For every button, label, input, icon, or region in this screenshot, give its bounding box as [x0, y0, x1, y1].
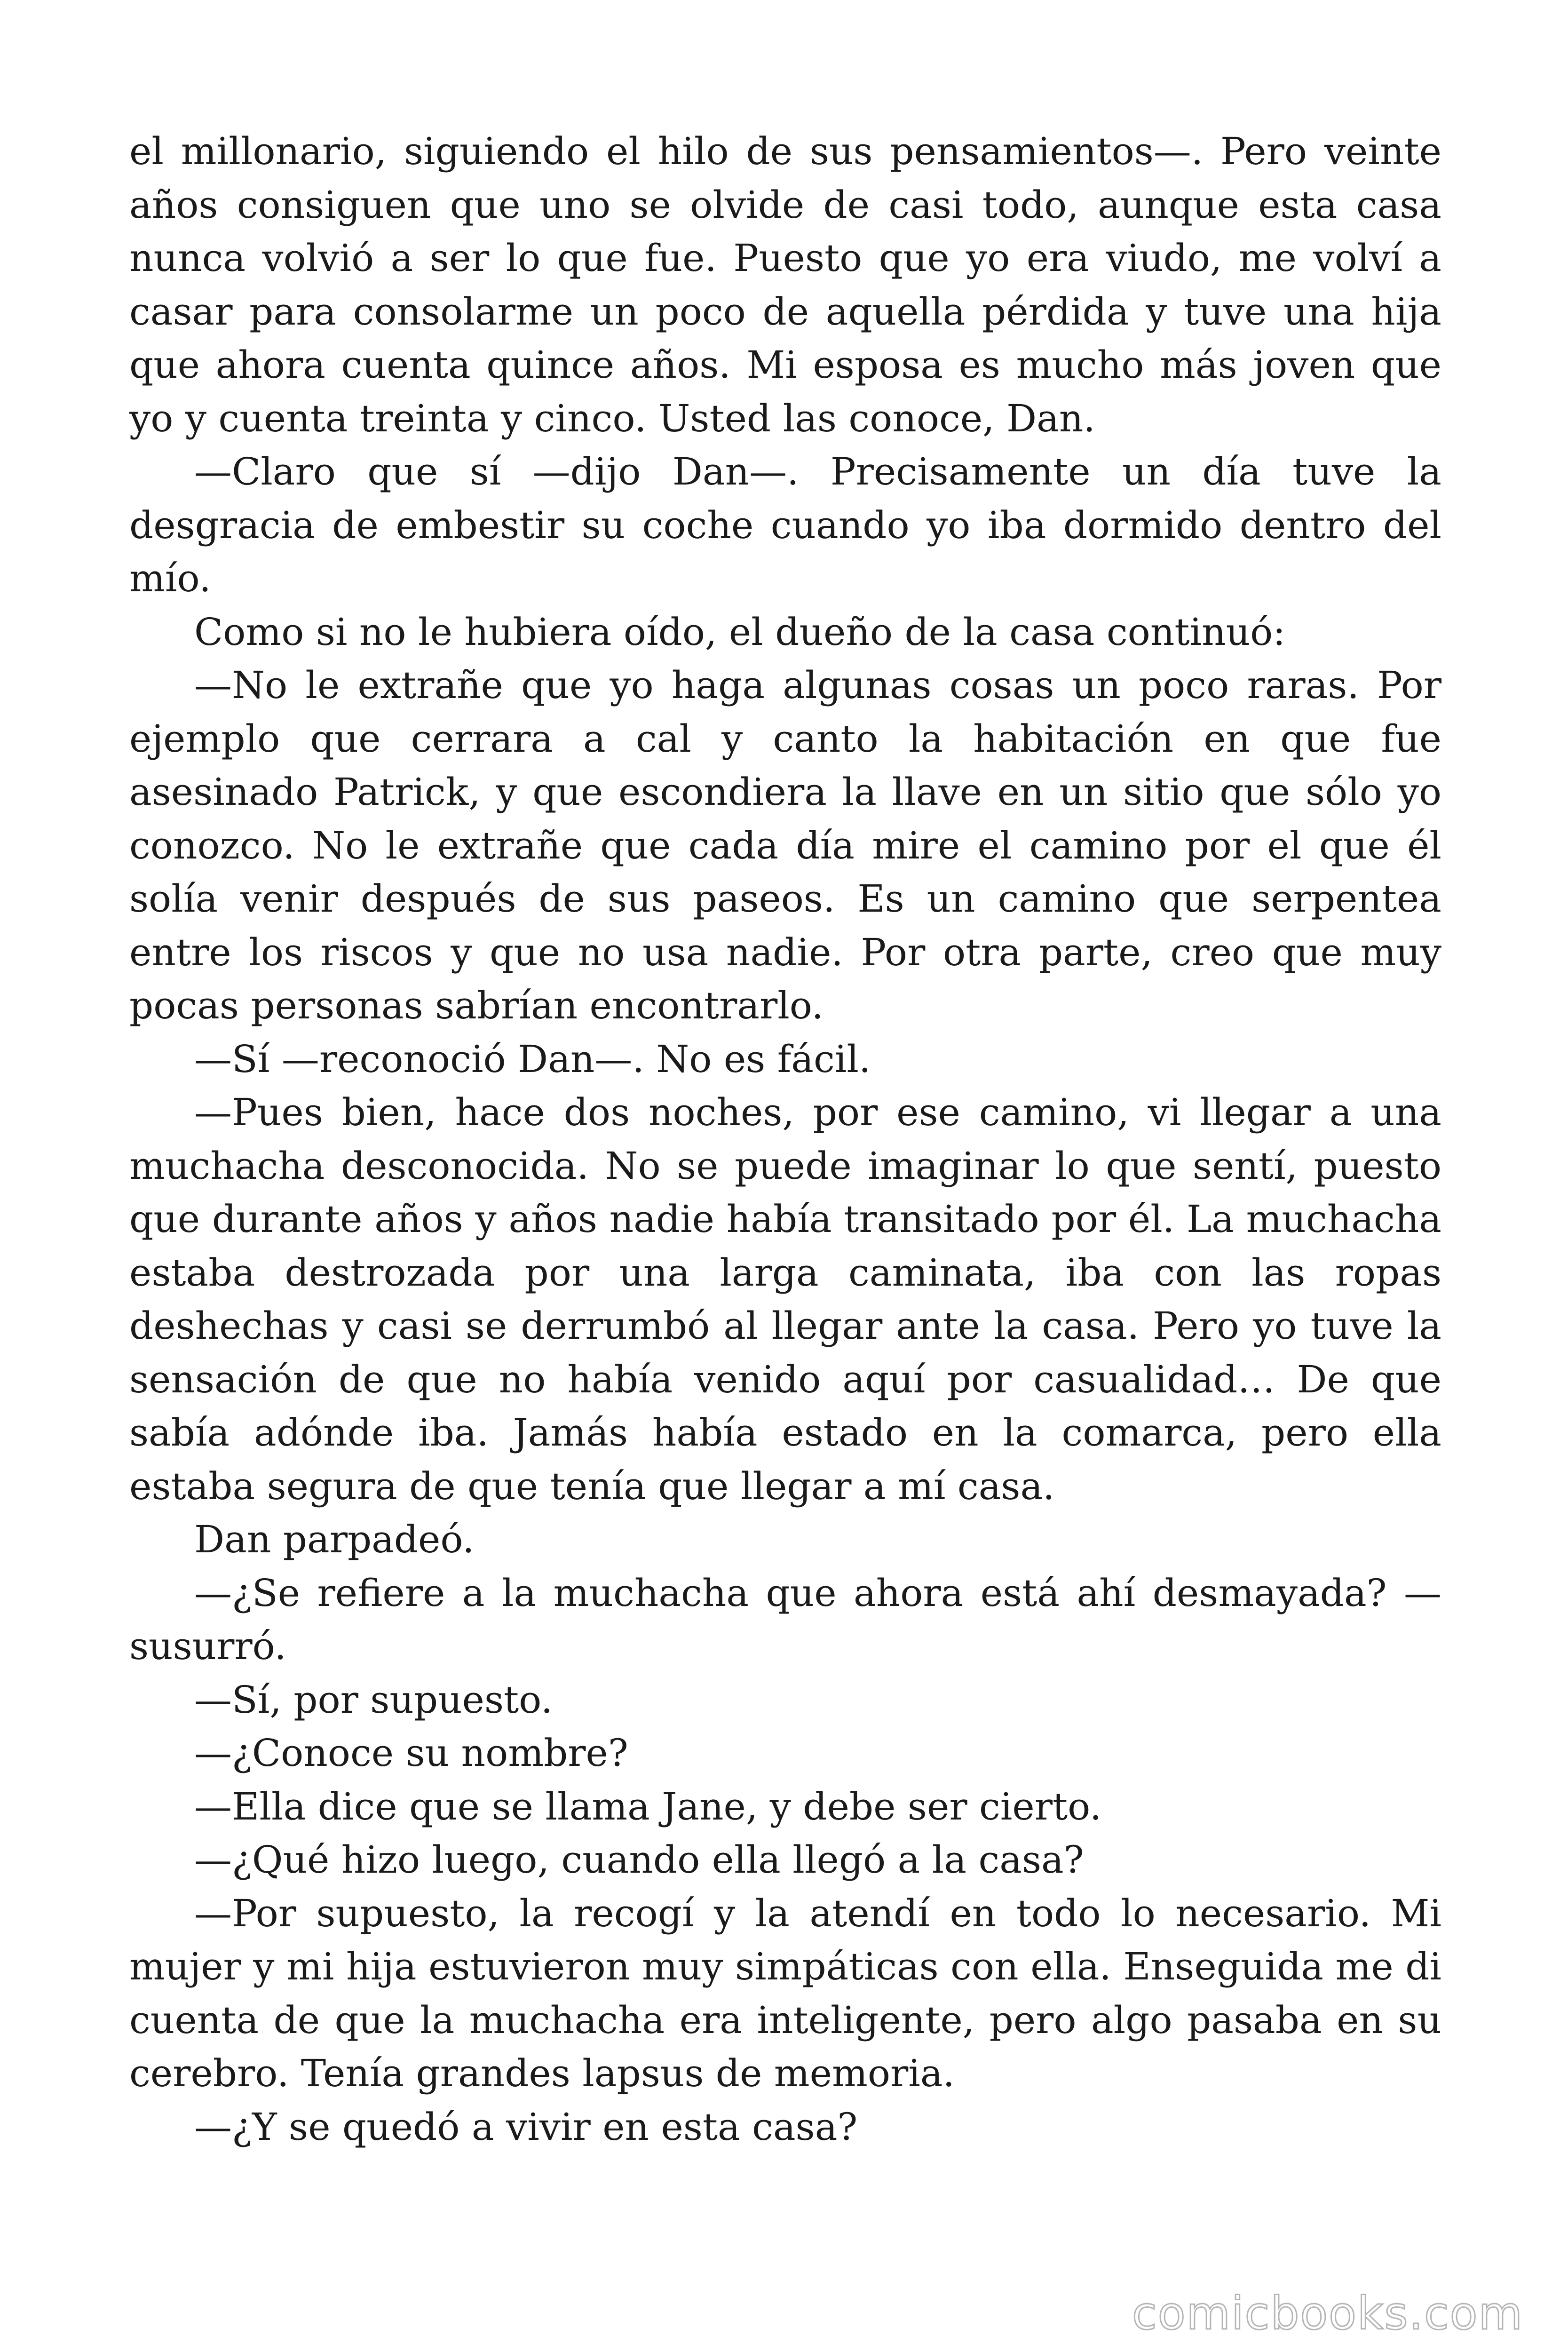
- paragraph: —Por supuesto, la recogí y la atendí en todo lo necesario. Mi mujer y mi hija estuvieron muy simpáticas con ella. Enseguida me di cuenta de que la muchacha era inteligente, pero algo pasaba en su cerebro. Tenía grandes lapsus de memoria.: [129, 1891, 1441, 2095]
- paragraph: —¿Y se quedó a vivir en esta casa?: [194, 2105, 858, 2149]
- paragraph: Como si no le hubiera oído, el dueño de la casa continuó:: [194, 610, 1286, 654]
- paragraph: —Pues bien, hace dos noches, por ese camino, vi llegar a una muchacha desconocida. No se puede imaginar lo que sentí, puesto que durante años y años nadie había transitado por él. La muchacha estaba destrozada por una larga caminata, iba con las ropas deshechas y casi se derrumbó al llegar ante la casa. Pero yo tuve la sensación de que no había venido aquí por casualidad… De que sabía adónde iba. Jamás había estado en la comarca, pero ella estaba segura de que tenía que llegar a mí casa.: [129, 1090, 1441, 1508]
- book-page-text: [129, 125, 1441, 2241]
- paragraph: —¿Se refiere a la muchacha que ahora está ahí desmayada? —susurró.: [129, 1571, 1441, 1668]
- paragraph: —¿Conoce su nombre?: [194, 1731, 628, 1775]
- paragraph: —¿Qué hizo luego, cuando ella llegó a la casa?: [194, 1838, 1084, 1882]
- watermark: comicbooks.com: [1132, 2287, 1523, 2340]
- paragraph: —Sí —reconoció Dan—. No es fácil.: [194, 1037, 871, 1081]
- paragraph: Dan parpadeó.: [194, 1518, 475, 1561]
- paragraph-continuation: el millonario, siguiendo el hilo de sus pensamientos—. Pero veinte años consiguen que uno se olvide de casi todo, aunque esta casa nunca volvió a ser lo que fue. Puesto que yo era viudo, me volví a casar para consolarme un poco de aquella pérdida y tuve una hija que ahora cuenta quince años. Mi esposa es mucho más joven que yo y cuenta treinta y cinco. Usted las conoce, Dan.: [129, 129, 1441, 440]
- paragraph: —Ella dice que se llama Jane, y debe ser cierto.: [194, 1784, 1102, 1828]
- paragraph: —Sí, por supuesto.: [194, 1677, 553, 1722]
- paragraph: —Claro que sí —dijo Dan—. Precisamente un día tuve la desgracia de embestir su coche cuando yo iba dormido dentro del mío.: [129, 450, 1441, 600]
- paragraph: —No le extrañe que yo haga algunas cosas un poco raras. Por ejemplo que cerrara a cal y canto la habitación en que fue asesinado Patrick, y que escondiera la llave en un sitio que sólo yo conozco. No le extrañe que cada día mire el camino por el que él solía venir después de sus paseos. Es un camino que serpentea entre los riscos y que no usa nadie. Por otra parte, creo que muy pocas personas sabrían encontrarlo.: [129, 663, 1441, 1027]
